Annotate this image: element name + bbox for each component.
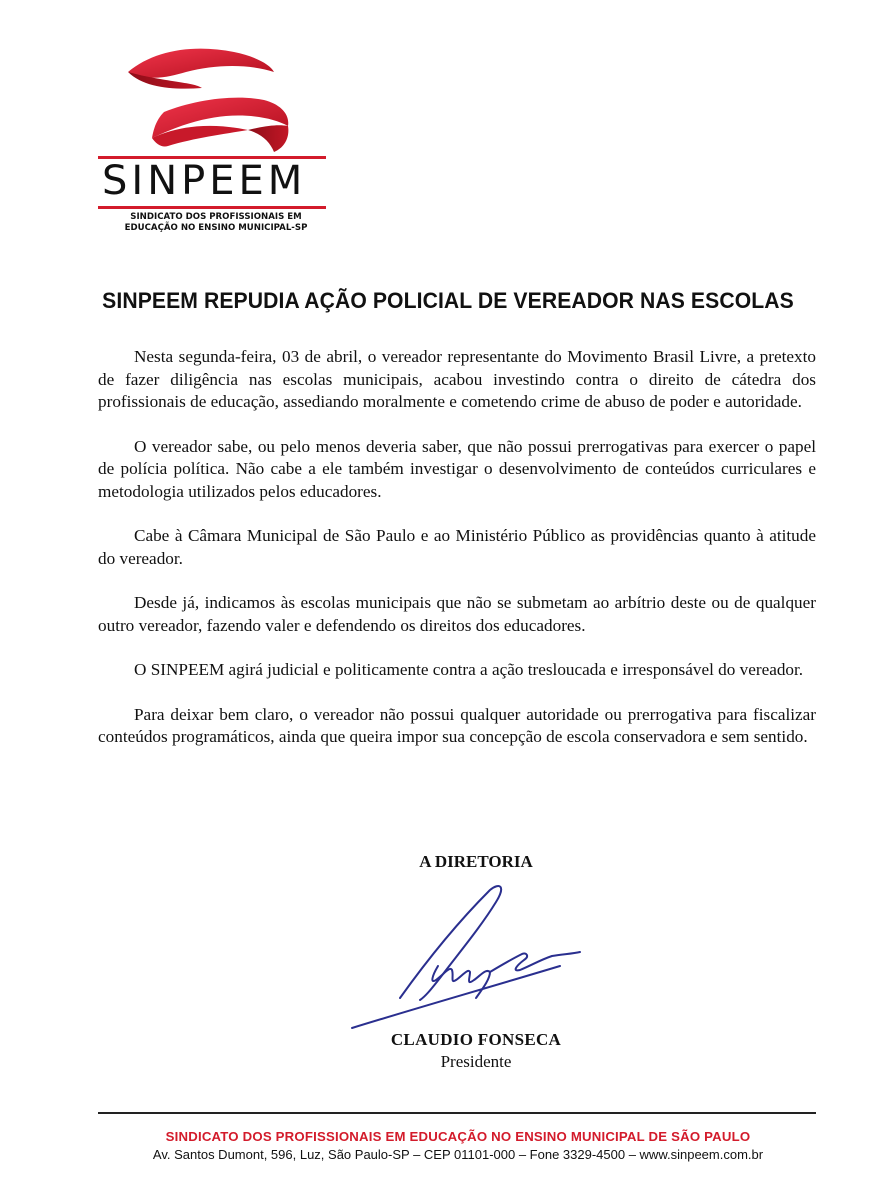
footer-organization: SINDICATO DOS PROFISSIONAIS EM EDUCAÇÃO NO ENSINO MUNICIPAL DE SÃO PAULO [165, 1129, 751, 1144]
logo-subtitle-line1: SINDICATO DOS PROFISSIONAIS EM [130, 212, 302, 222]
footer-divider [98, 1112, 816, 1114]
paragraph-5: O SINPEEM agirá judicial e politicamente contra a ação tresloucada e irresponsável do vereador. [134, 660, 804, 679]
logo-subtitle-line2: EDUCAÇÃO NO ENSINO MUNICIPAL-SP [124, 223, 308, 233]
paragraph-6: Para deixar bem claro, o vereador não possui qualquer autoridade ou prerrogativa para fiscalizar conteúdos programáticos, ainda que queira impor sua concepção de escola conservadora e sem sentido. [98, 704, 816, 746]
sinpeem-logo-icon [124, 42, 294, 154]
closing-signoff: A DIRETORIA [419, 852, 533, 871]
logo-wordmark: SINPEEM [102, 158, 307, 204]
paragraph-3: Cabe à Câmara Municipal de São Paulo e ao Ministério Público as providências quanto à atitude do vereador. [98, 526, 816, 568]
letter-body [98, 346, 816, 771]
logo-subtitle [98, 212, 334, 234]
paragraph-4: Desde já, indicamos às escolas municipais que não se submetam ao arbítrio deste ou de qualquer outro vereador, fazendo valer e defendendo os direitos dos educadores. [98, 593, 816, 635]
page-title: SINPEEM REPUDIA AÇÃO POLICIAL DE VEREADOR NAS ESCOLAS [102, 288, 794, 313]
logo-rule-bottom [98, 206, 326, 209]
signature-icon [340, 880, 600, 1040]
sinpeem-logo [98, 42, 330, 232]
footer-address: Av. Santos Dumont, 596, Luz, São Paulo-SP – CEP 01101-000 – Fone 3329-4500 – www.sinpeem.com.br [152, 1147, 764, 1162]
signer-role: Presidente [440, 1052, 512, 1071]
paragraph-1: Nesta segunda-feira, 03 de abril, o vereador representante do Movimento Brasil Livre, a pretexto de fazer diligência nas escolas municipais, acabou investindo contra o direito de cátedra dos profissionais de educação, assediando moralmente e cometendo crime de abuso de poder e autoridade. [98, 347, 816, 411]
paragraph-2: O vereador sabe, ou pelo menos deveria saber, que não possui prerrogativas para exercer o papel de polícia política. Não cabe a ele também investigar o desenvolvimento de conteúdos curriculares e metodologia utilizados pelos educadores. [98, 436, 816, 501]
signer-name: CLAUDIO FONSECA [390, 1030, 562, 1049]
